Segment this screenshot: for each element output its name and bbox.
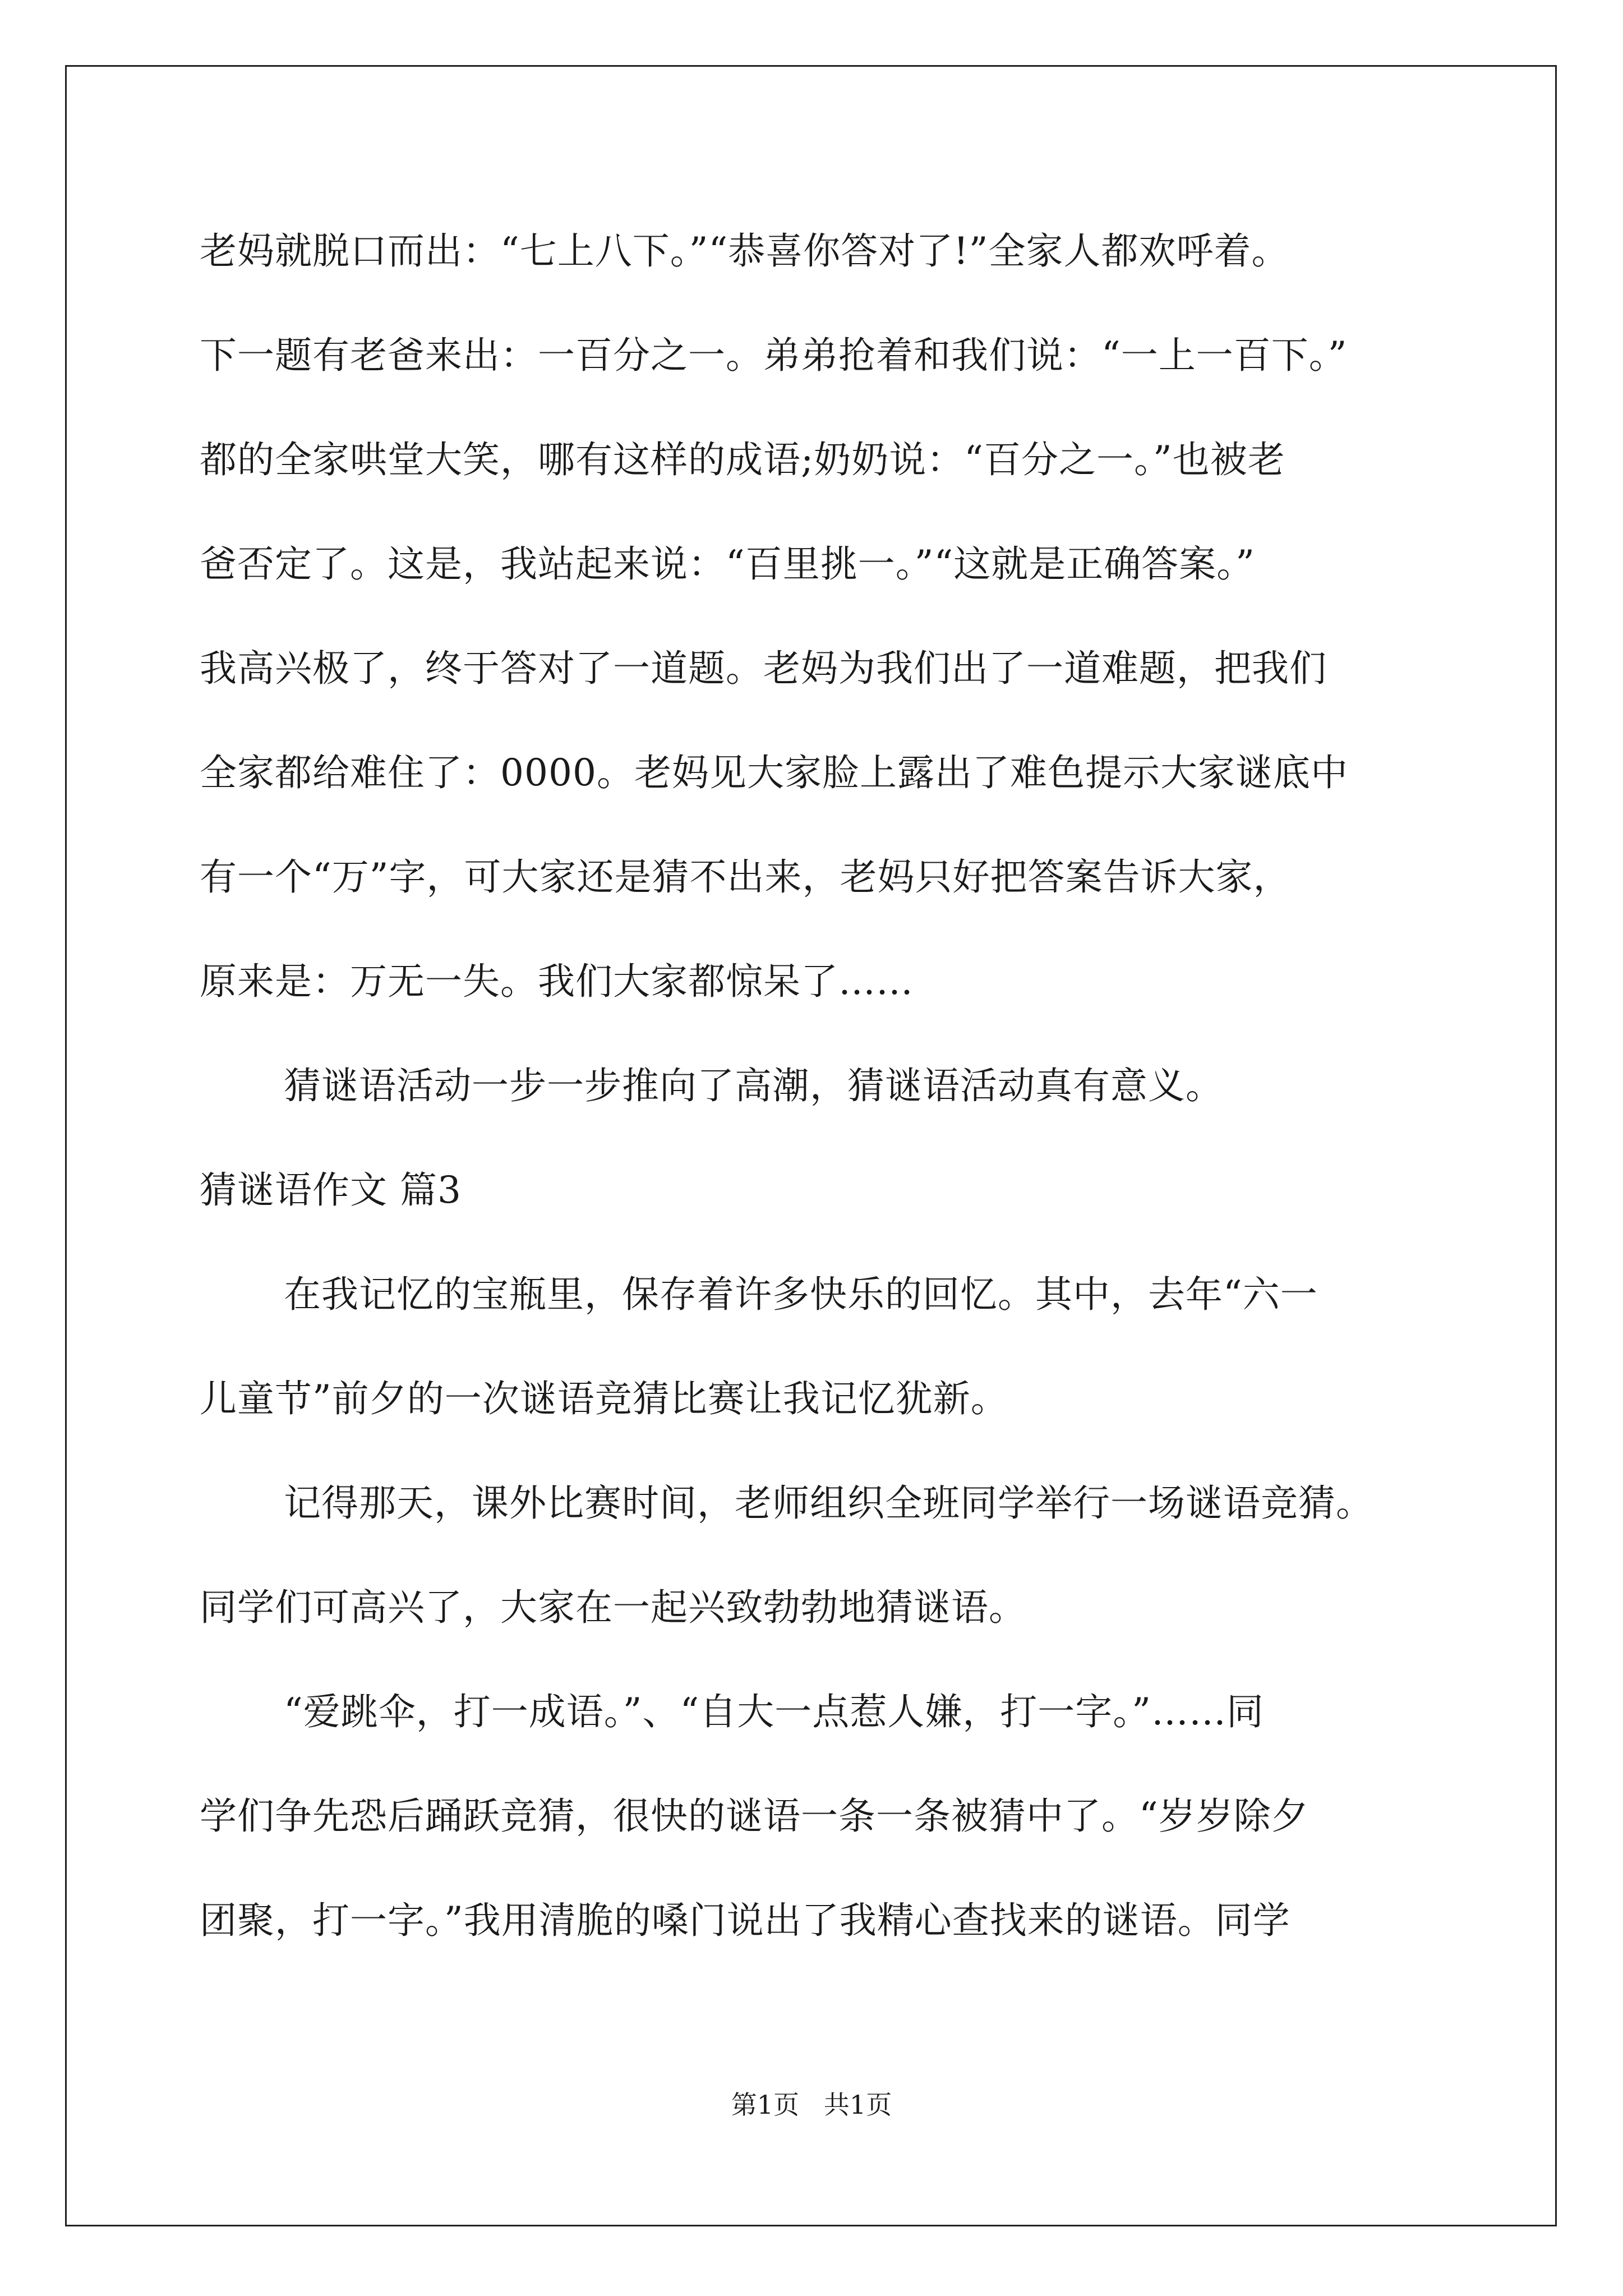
text-line: 有一个“万”字，可大家还是猜不出来，老妈只好把答案告诉大家， — [200, 855, 1291, 899]
text-line: 学们争先恐后踊跃竞猜，很快的谜语一条一条被猜中了。“岁岁除夕 — [200, 1795, 1309, 1838]
paragraph-line: 猜谜语活动一步一步推向了高潮，猜谜语活动真有意义。 — [284, 1064, 1223, 1107]
text-line: 儿童节”前夕的一次谜语竞猜比赛让我记忆犹新。 — [200, 1377, 1008, 1420]
text-line: 同学们可高兴了，大家在一起兴致勃勃地猜谜语。 — [200, 1586, 1026, 1629]
page-footer: 第1页 共1页 — [731, 2090, 892, 2120]
text-line: 都的全家哄堂大笑，哪有这样的成语;奶奶说：“百分之一。”也被老 — [200, 438, 1285, 481]
paragraph-line: 在我记忆的宝瓶里，保存着许多快乐的回忆。其中，去年“六一 — [284, 1273, 1318, 1316]
text-line: 老妈就脱口而出：“七上八下。”“恭喜你答对了!”全家人都欢呼着。 — [200, 229, 1289, 273]
paragraph-line: “爱跳伞，打一成语。”、“自大一点惹人嫌，打一字。”……同 — [284, 1690, 1264, 1733]
text-line: 原来是：万无一失。我们大家都惊呆了…… — [200, 960, 914, 1003]
text-line: 我高兴极了，终于答对了一道题。老妈为我们出了一道难题，把我们 — [200, 647, 1327, 690]
paragraph-line: 记得那天，课外比赛时间，老师组织全班同学举行一场谜语竞猜。 — [284, 1481, 1373, 1525]
text-line: 爸否定了。这是，我站起来说：“百里挑一。”“这就是正确答案。” — [200, 542, 1255, 586]
section-heading: 猜谜语作文 篇3 — [200, 1168, 462, 1212]
text-line: 全家都给难住了：0000。老妈见大家脸上露出了难色提示大家谜底中 — [200, 751, 1348, 794]
text-line: 团聚，打一字。”我用清脆的嗓门说出了我精心查找来的谜语。同学 — [200, 1899, 1290, 1942]
text-line: 下一题有老爸来出：一百分之一。弟弟抢着和我们说：“一上一百下。” — [200, 334, 1348, 377]
